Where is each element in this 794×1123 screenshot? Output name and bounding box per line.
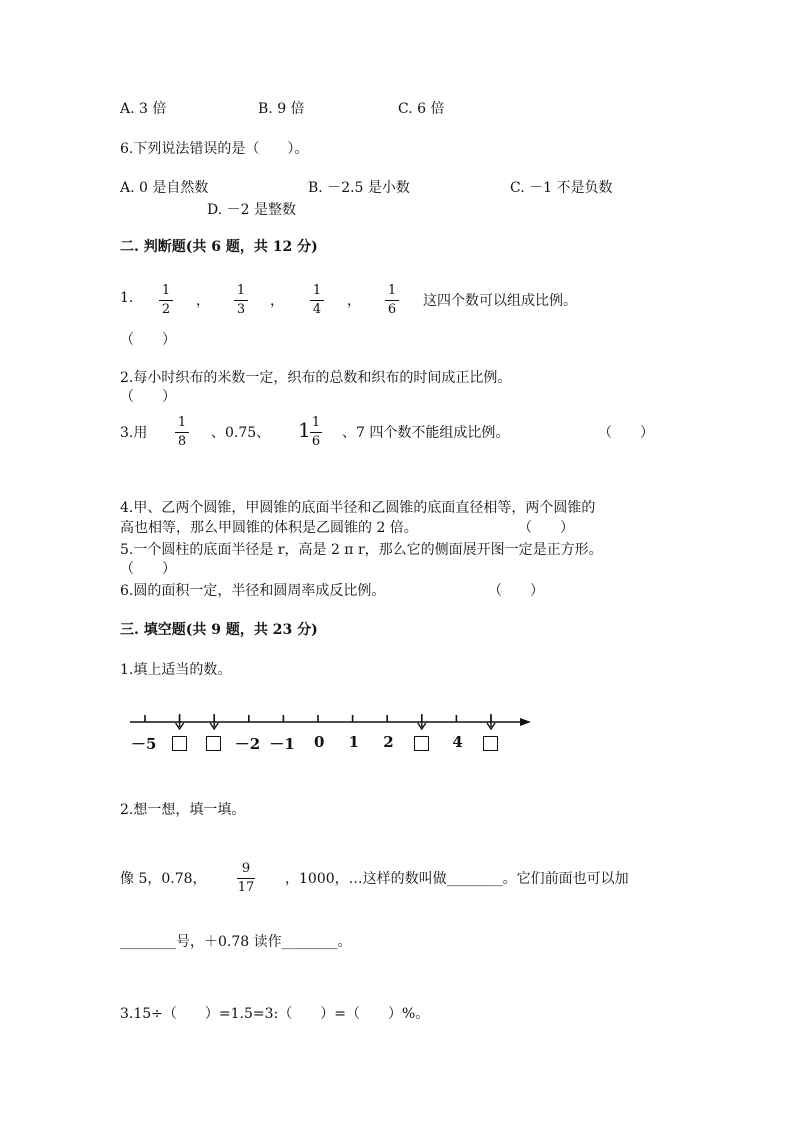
answer-paren: （ ） (120, 561, 176, 577)
s3-q2-line2: ________号，＋0.78 读作________。 (120, 934, 352, 950)
s3-q3-text: 3.15÷（ ）=1.5=3:（ ）=（ ）%。 (120, 1006, 430, 1022)
fraction-1-3: 1 3 (234, 283, 248, 318)
s2-q1-text: 这四个数可以组成比例。 (423, 293, 577, 309)
answer-paren: （ ） (488, 583, 544, 599)
mixed-number-whole: 1 (298, 418, 311, 442)
number-line-label: 2 (383, 733, 394, 751)
number-line-label: －1 (269, 735, 295, 753)
answer-paren: （ ） (518, 520, 574, 536)
s2-q3-mid: 、0.75、 (211, 425, 271, 441)
fraction-9-17: 9 17 (237, 861, 255, 895)
s3-q2-line1-b: ，1000，…这样的数叫做________。它们前面也可以加 (285, 871, 629, 887)
s2-q2-text: 2.每小时织布的米数一定，织布的总数和织布的时间成正比例。 (120, 370, 512, 386)
q6-option-b: B. －2.5 是小数 (308, 180, 410, 196)
answer-paren: （ ） (120, 332, 176, 348)
s2-q3-prefix: 3.用 (120, 425, 148, 441)
s2-q5-text: 5.一个圆柱的底面半径是 r，高是 2 π r，那么它的侧面展开图一定是正方形。 (120, 542, 603, 558)
section-2-title: 二. 判断题(共 6 题，共 12 分) (120, 239, 318, 255)
s3-q1-text: 1.填上适当的数。 (120, 662, 232, 678)
s2-q3-suffix: 、7 四个数不能组成比例。 (342, 425, 510, 441)
comma: ， (347, 293, 361, 309)
answer-paren: （ ） (598, 425, 654, 441)
option-b: B. 9 倍 (258, 101, 305, 117)
question-6-stem: 6.下列说法错误的是（ ）。 (120, 141, 309, 157)
s2-q4-line1: 4.甲、乙两个圆锥，甲圆锥的底面半径和乙圆锥的底面直径相等，两个圆锥的 (120, 500, 596, 516)
answer-box[interactable] (483, 736, 498, 751)
s3-q2-line1-a: 像 5，0.78， (120, 871, 207, 887)
number-line-label: －2 (234, 735, 261, 753)
number-line-label: －5 (131, 735, 157, 753)
q6-option-d: D. －2 是整数 (207, 202, 296, 218)
s2-q1-number: 1. (120, 290, 134, 306)
s3-q2-title: 2.想一想，填一填。 (120, 802, 246, 818)
q6-option-a: A. 0 是自然数 (120, 180, 209, 196)
number-line-label: 1 (348, 733, 360, 751)
fraction-1-8: 1 8 (175, 415, 189, 450)
answer-box[interactable] (414, 736, 429, 751)
section-3-title: 三. 填空题(共 9 题，共 23 分) (120, 622, 318, 638)
s2-q4-line2: 高也相等，那么甲圆锥的体积是乙圆锥的 2 倍。 (120, 520, 418, 536)
answer-paren: （ ） (120, 389, 176, 405)
answer-box[interactable] (206, 736, 221, 751)
answer-box[interactable] (172, 736, 187, 751)
mixed-number-fraction: 1 6 (311, 415, 321, 449)
comma: ， (196, 293, 210, 309)
fraction-1-6: 1 6 (385, 283, 399, 318)
number-line-arrow (520, 718, 531, 726)
number-line-label: 0 (314, 733, 325, 751)
fraction-1-4: 1 4 (310, 283, 324, 318)
q6-option-c: C. －1 不是负数 (510, 180, 613, 196)
number-line (0, 708, 794, 768)
option-a: A. 3 倍 (120, 101, 167, 117)
number-line-label: 4 (452, 733, 463, 751)
comma: ， (270, 293, 284, 309)
option-c: C. 6 倍 (398, 101, 445, 117)
fraction-1-2: 1 2 (159, 283, 173, 318)
s2-q6-text: 6.圆的面积一定，半径和圆周率成反比例。 (120, 583, 386, 599)
